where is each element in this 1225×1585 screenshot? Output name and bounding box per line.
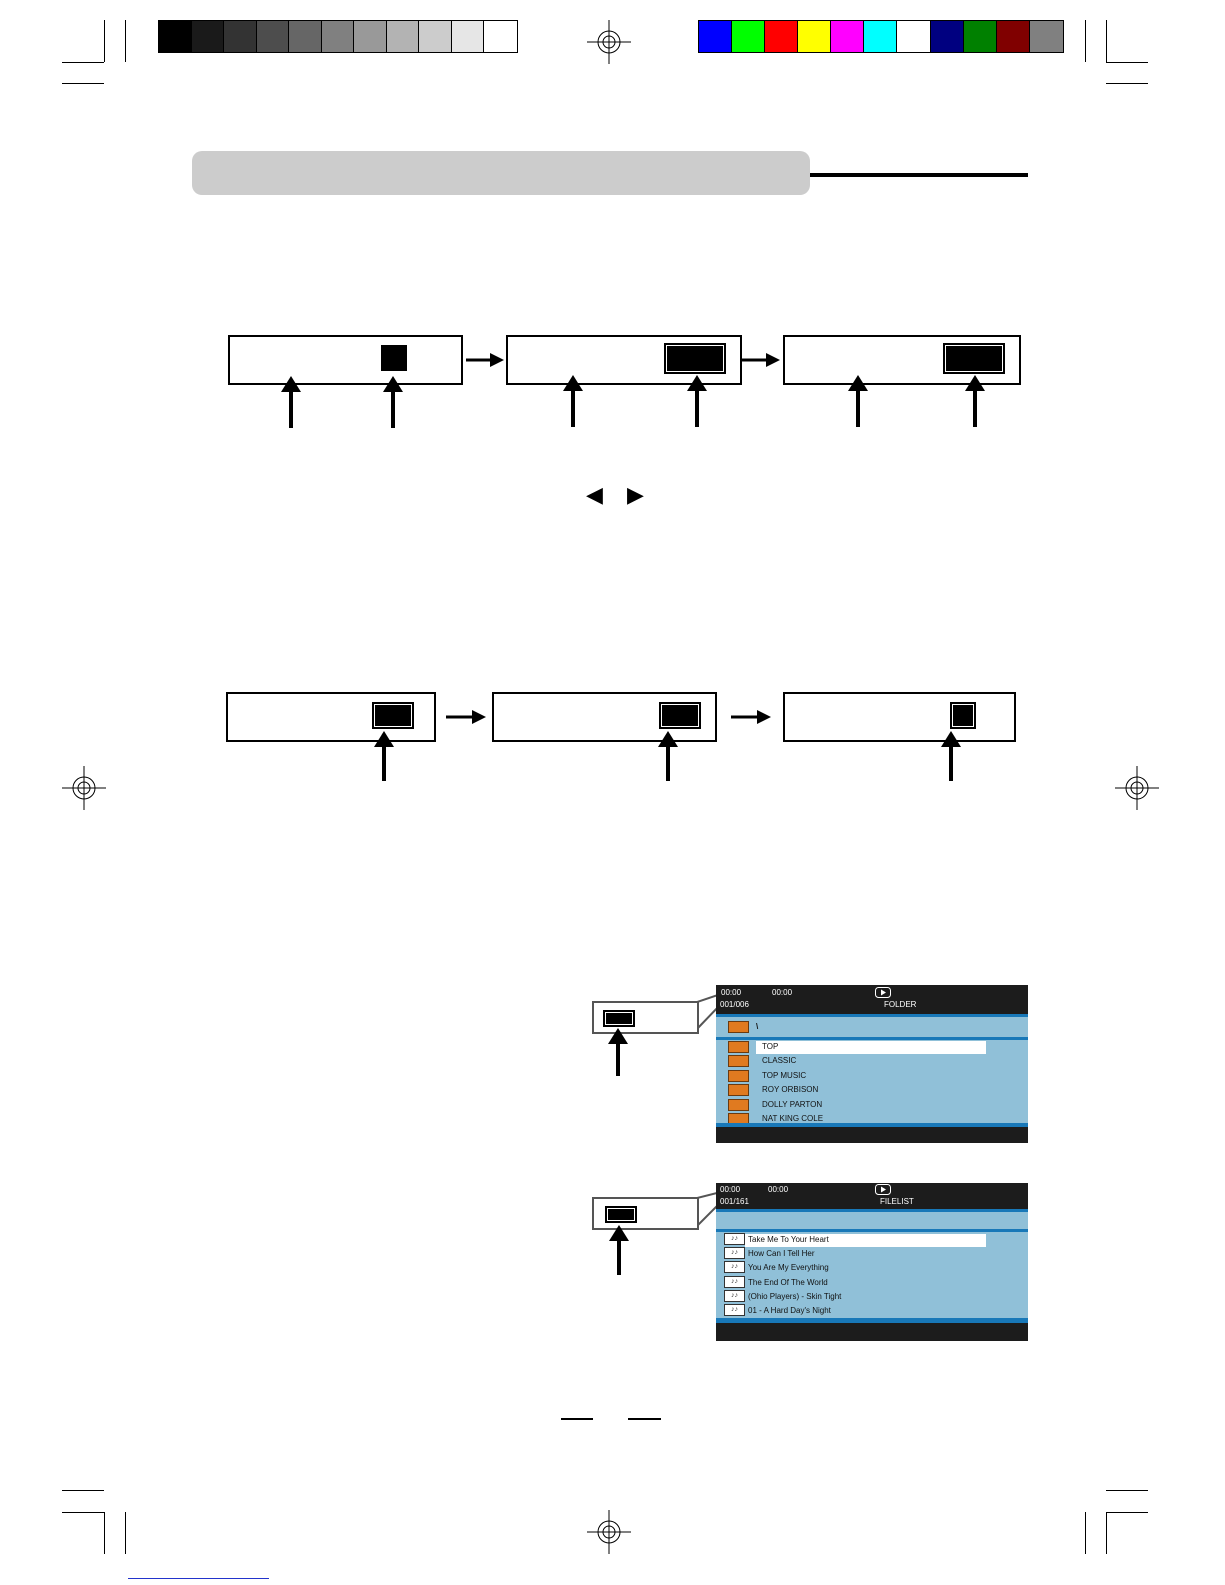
arrow-up-icon — [848, 375, 868, 427]
file-list-item[interactable]: How Can I Tell Her — [748, 1249, 815, 1259]
folder-list-item[interactable]: ROY ORBISON — [762, 1085, 819, 1095]
folder-icon — [728, 1055, 749, 1067]
color-swatch — [387, 21, 420, 52]
display-segment — [603, 1010, 635, 1027]
right-arrow-icon: ▶ — [627, 482, 644, 507]
color-swatch — [732, 21, 765, 52]
osd-status-bar — [716, 1183, 1028, 1209]
arrow-right-icon — [446, 708, 486, 726]
osd-mode-label: FILELIST — [880, 1197, 914, 1206]
folder-list-item[interactable]: DOLLY PARTON — [762, 1099, 823, 1109]
elapsed-time: 00:00 — [720, 1185, 741, 1194]
music-file-icon: ♪♪ — [724, 1261, 745, 1273]
folder-icon — [728, 1099, 749, 1111]
registration-mark-icon — [587, 20, 631, 64]
arrow-up-icon — [374, 731, 394, 781]
lcd-display-box — [492, 692, 717, 742]
color-swatch — [289, 21, 322, 52]
folder-list-item[interactable]: NAT KING COLE — [762, 1114, 824, 1123]
display-segment — [943, 343, 1005, 374]
file-list-item[interactable]: Take Me To Your Heart — [748, 1235, 829, 1244]
arrow-up-icon — [687, 375, 707, 427]
grayscale-color-bar — [158, 20, 518, 53]
left-arrow-icon: ◀ — [586, 482, 603, 507]
file-list-item[interactable]: 01 - A Hard Day's Night — [748, 1306, 831, 1315]
music-file-icon: ♪♪ — [724, 1233, 745, 1245]
footer-link-line — [128, 1578, 269, 1579]
color-swatch — [699, 21, 732, 52]
arrow-up-icon — [281, 376, 301, 428]
header-rule — [810, 173, 1028, 177]
color-calibration-bar — [698, 20, 1064, 53]
track-counter: 001/006 — [720, 1000, 749, 1009]
color-swatch — [1030, 21, 1063, 52]
arrow-right-icon — [731, 708, 771, 726]
folder-list-item[interactable]: TOP — [762, 1042, 779, 1051]
folder-path: \ — [756, 1022, 759, 1031]
color-swatch — [159, 21, 192, 52]
lcd-display-box — [226, 692, 436, 742]
display-segment — [664, 343, 726, 374]
osd-mode-label: FOLDER — [884, 1000, 917, 1009]
registration-mark-icon — [1115, 766, 1159, 810]
arrow-up-icon — [965, 375, 985, 427]
display-segment — [605, 1206, 637, 1223]
folder-osd-screen — [716, 985, 1028, 1143]
music-file-icon: ♪♪ — [724, 1276, 745, 1288]
registration-mark-icon — [587, 1510, 631, 1554]
arrow-right-icon — [742, 351, 780, 369]
folder-list-item[interactable]: CLASSIC — [762, 1056, 797, 1066]
color-swatch — [354, 21, 387, 52]
color-swatch — [224, 21, 257, 52]
folder-icon — [728, 1021, 749, 1033]
folder-icon — [728, 1070, 749, 1082]
color-swatch — [964, 21, 997, 52]
arrow-up-icon — [608, 1028, 628, 1076]
selection-highlight — [756, 1041, 986, 1054]
lcd-display-box — [783, 335, 1021, 385]
color-swatch — [798, 21, 831, 52]
arrow-up-icon — [563, 375, 583, 427]
file-list-item[interactable]: (Ohio Players) - Skin Tight — [748, 1291, 842, 1301]
color-swatch — [419, 21, 452, 52]
lcd-display-box — [783, 692, 1016, 742]
filelist-osd-screen — [716, 1183, 1028, 1341]
lcd-display-box — [228, 335, 463, 385]
folder-icon — [728, 1041, 749, 1053]
arrow-right-icon — [466, 351, 504, 369]
color-swatch — [931, 21, 964, 52]
section-header-bar — [192, 151, 810, 195]
display-segment — [659, 702, 701, 729]
folder-icon — [728, 1084, 749, 1096]
play-icon — [875, 987, 891, 998]
arrow-up-icon — [658, 731, 678, 781]
display-segment — [950, 702, 976, 729]
file-list-item[interactable]: You Are My Everything — [748, 1263, 829, 1273]
color-swatch — [484, 21, 517, 52]
track-counter: 001/161 — [720, 1197, 749, 1206]
color-swatch — [897, 21, 930, 52]
color-swatch — [864, 21, 897, 52]
color-swatch — [765, 21, 798, 52]
play-icon — [875, 1184, 891, 1195]
folder-list-item[interactable]: TOP MUSIC — [762, 1070, 807, 1080]
file-list-item[interactable]: The End Of The World — [748, 1277, 828, 1287]
osd-status-bar — [716, 985, 1028, 1014]
music-file-icon: ♪♪ — [724, 1290, 745, 1302]
elapsed-time: 00:00 — [721, 988, 742, 997]
color-swatch — [452, 21, 485, 52]
color-swatch — [997, 21, 1030, 52]
arrow-up-icon — [941, 731, 961, 781]
registration-mark-icon — [62, 766, 106, 810]
arrow-up-icon — [383, 376, 403, 428]
color-swatch — [257, 21, 290, 52]
display-segment — [372, 702, 414, 729]
page-number-underline — [628, 1418, 661, 1420]
arrow-up-icon — [609, 1225, 629, 1275]
color-swatch — [831, 21, 864, 52]
display-segment — [381, 345, 407, 371]
total-time: 00:00 — [772, 988, 793, 997]
color-swatch — [322, 21, 355, 52]
music-file-icon: ♪♪ — [724, 1247, 745, 1259]
page-number-underline — [561, 1418, 593, 1420]
color-swatch — [192, 21, 225, 52]
total-time: 00:00 — [768, 1185, 789, 1194]
music-file-icon: ♪♪ — [724, 1304, 745, 1316]
